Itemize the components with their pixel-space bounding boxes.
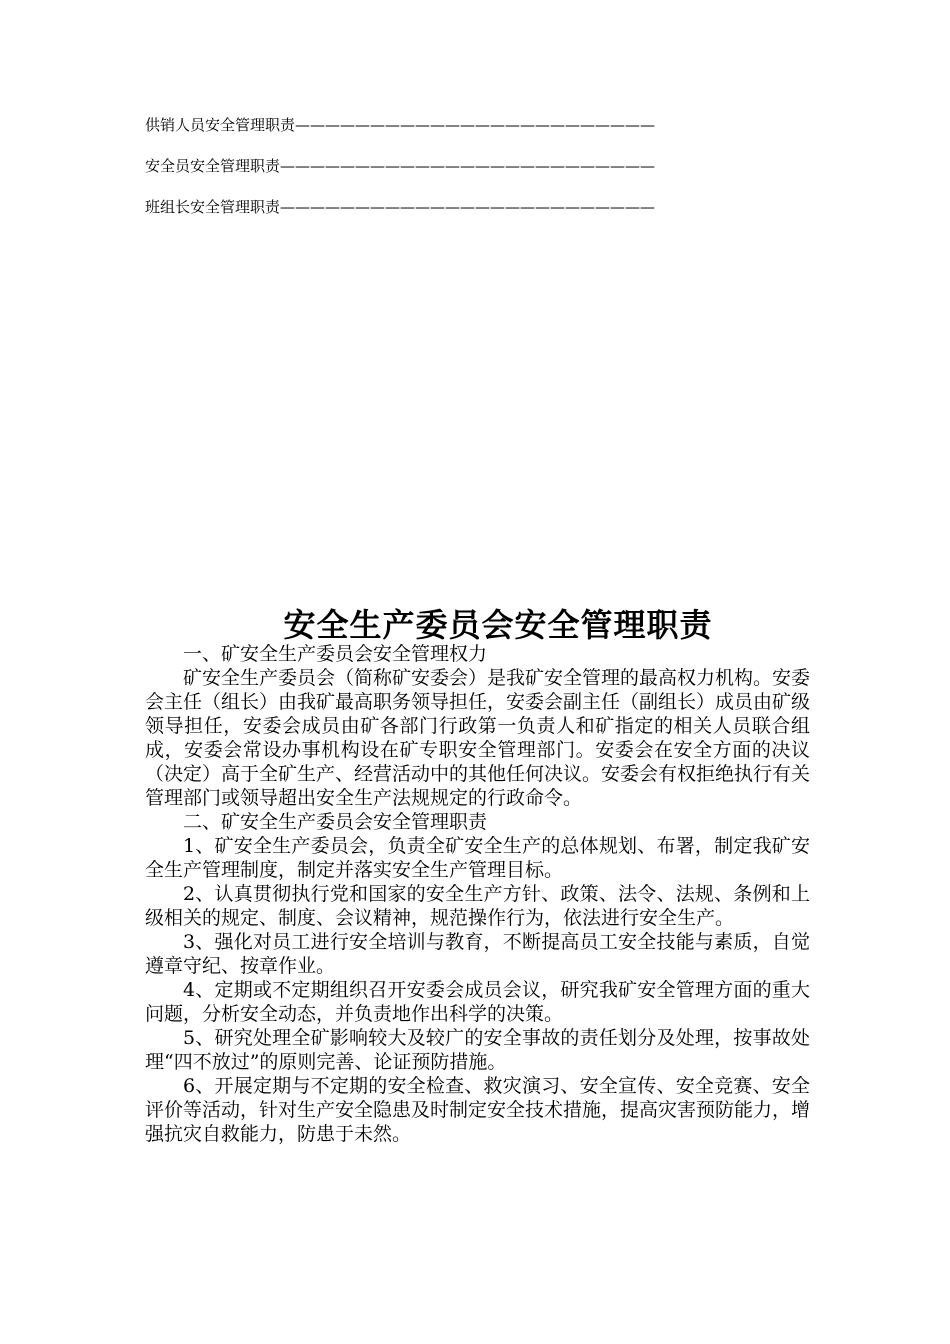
paragraph-committee-powers: 矿安全生产委员会（简称矿安委会）是我矿安全管理的最高权力机构。安委会主任（组长）由我矿最高职务领导担任，安委会副主任（副组长）成员由矿级领导担任，安委会成员由矿各部门行政第一负责人和矿指定的相关人员联合组成，安委会常设办事机构设在矿专职安全管理部门。安委会在安全方面的决议（决定）高于全矿生产、经营活动中的其他任何决议。安委会有权拒绝执行有关管理部门或领导超出安全生产法规规定的行政命令。 <box>145 667 811 809</box>
paragraph-duty-6: 6、开展定期与不定期的安全检查、救灾演习、安全宣传、安全竞赛、安全评价等活动，针对生产安全隐患及时制定安全技术措施，提高灾害预防能力，增强抗灾自救能力，防患于未然。 <box>145 1075 811 1145</box>
section-heading-duties: 二、矿安全生产委员会安全管理职责 <box>183 811 488 833</box>
paragraph-duty-3: 3、强化对员工进行安全培训与教育，不断提高员工安全技能与素质，自觉遵章守纪、按章作业。 <box>145 931 810 977</box>
paragraph-duty-2: 2、认真贯彻执行党和国家的安全生产方针、政策、法令、法规、条例和上级相关的规定、制度、会议精神，规范操作行为，依法进行安全生产。 <box>145 883 810 929</box>
toc-entry-team-leader[interactable]: 班组长安全管理职责————————————————————————— <box>145 198 656 216</box>
toc-entry-supply-sales[interactable]: 供销人员安全管理职责———————————————————————— <box>145 116 656 134</box>
paragraph-duty-1: 1、矿安全生产委员会，负责全矿安全生产的总体规划、布署，制定我矿安全生产管理制度，制定并落实安全生产管理目标。 <box>145 835 810 881</box>
paragraph-duty-5: 5、研究处理全矿影响较大及较广的安全事故的责任划分及处理，按事故处理“四不放过”的原则完善、论证预防措施。 <box>145 1027 810 1073</box>
paragraph-duty-4: 4、定期或不定期组织召开安委会成员会议，研究我矿安全管理方面的重大问题，分析安全动态，并负责地作出科学的决策。 <box>145 979 810 1025</box>
toc-entry-safety-officer[interactable]: 安全员安全管理职责————————————————————————— <box>145 157 656 175</box>
document-title: 安全生产委员会安全管理职责 <box>283 606 713 645</box>
document-body <box>145 642 810 1146</box>
section-heading-powers: 一、矿安全生产委员会安全管理权力 <box>183 643 488 665</box>
table-of-contents <box>145 116 705 239</box>
